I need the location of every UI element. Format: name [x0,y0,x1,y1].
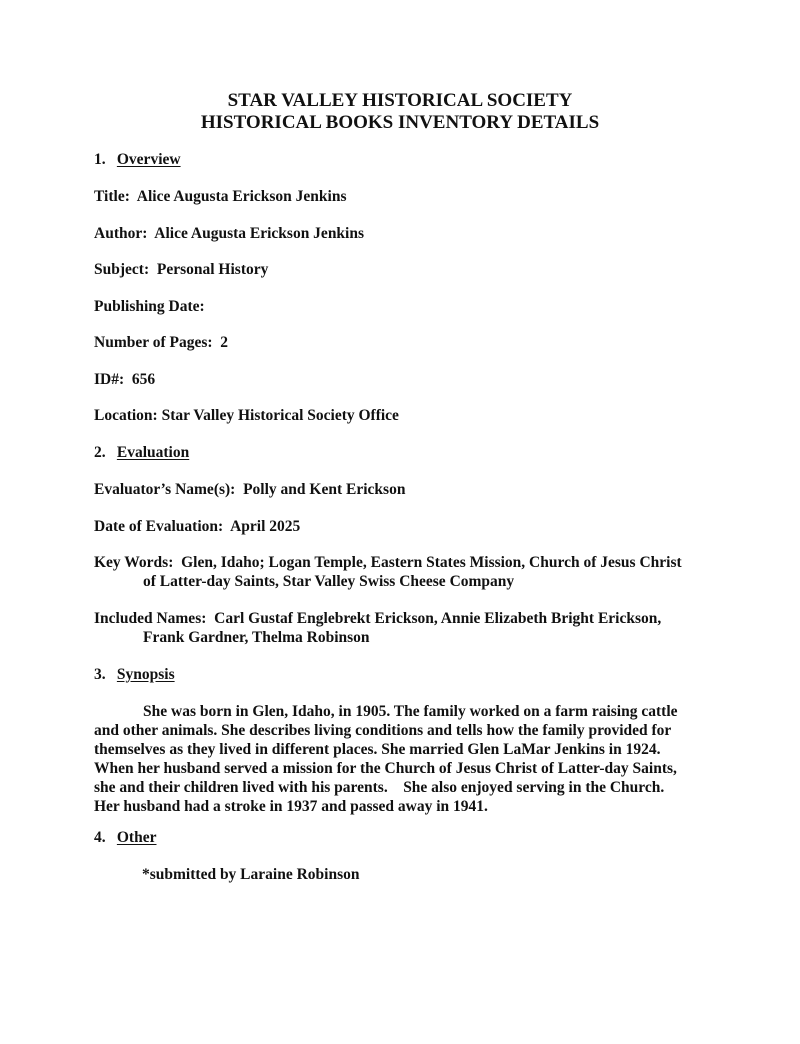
field-value: Personal History [156,261,269,278]
location-field [94,407,399,425]
field-label: Title: [94,188,130,205]
evaluation-date-field [94,518,300,536]
synopsis-line: When her husband served a mission for the Church of Jesus Christ of Latter-day Saints, [94,760,677,777]
field-label: Date of Evaluation: [94,518,224,535]
synopsis-line: and other animals. She describes living conditions and tells how the family provided for [94,722,672,739]
keywords-field [94,554,682,572]
field-value: April 2025 [230,518,301,535]
evaluator-field [94,481,405,499]
publishing-date-field [94,298,205,316]
section-synopsis-heading [94,666,175,684]
author-field [94,225,364,243]
field-label: Number of Pages: [94,334,213,351]
subject-field [94,261,268,279]
society-title: STAR VALLEY HISTORICAL SOCIETY [227,90,573,111]
title-field [94,188,347,206]
pages-field [94,334,228,352]
synopsis-line: she and their children lived with his parents. She also enjoyed serving in the Church. [94,779,665,796]
field-label: Location: [94,407,158,424]
synopsis-paragraph [94,702,734,816]
section-number: 2. [94,444,106,461]
section-evaluation-heading [94,444,189,462]
keywords-continued: of Latter-day Saints, Star Valley Swiss Cheese Company [143,573,515,590]
section-number: 4. [94,829,106,846]
field-value: 2 [220,334,229,351]
field-value: Carl Gustaf Englebrekt Erickson, Annie Elizabeth Bright Erickson, [214,610,662,627]
synopsis-line: She was born in Glen, Idaho, in 1905. The family worked on a farm raising cattle [143,703,678,720]
synopsis-line: themselves as they lived in different places. She married Glen LaMar Jenkins in 1924. [94,741,661,758]
submitted-by-note: *submitted by Laraine Robinson [142,866,360,883]
included-names-field [94,610,661,628]
id-field [94,371,155,389]
field-value: Alice Augusta Erickson Jenkins [136,188,347,205]
field-value: Glen, Idaho; Logan Temple, Eastern States Mission, Church of Jesus Christ [181,554,682,571]
field-label: Subject: [94,261,150,278]
section-heading: Overview [116,151,181,168]
field-label: Key Words: [94,554,174,571]
field-label: Author: [94,225,148,242]
section-heading: Other [116,829,157,846]
included-names-continued: Frank Gardner, Thelma Robinson [143,629,370,646]
section-heading: Evaluation [116,444,190,461]
field-label: ID#: [94,371,125,388]
section-number: 1. [94,151,106,168]
field-value: 656 [131,371,156,388]
document-title: HISTORICAL BOOKS INVENTORY DETAILS [200,112,600,133]
section-other-heading [94,829,156,847]
section-overview-heading [94,151,181,169]
field-label: Evaluator’s Name(s): [94,481,236,498]
section-number: 3. [94,666,106,683]
field-label: Included Names: [94,610,207,627]
synopsis-line: Her husband had a stroke in 1937 and passed away in 1941. [94,798,488,815]
field-value: Star Valley Historical Society Office [161,407,399,424]
section-heading: Synopsis [116,666,175,683]
field-value: Alice Augusta Erickson Jenkins [154,225,365,242]
field-value: Polly and Kent Erickson [243,481,406,498]
field-label: Publishing Date: [94,298,205,315]
